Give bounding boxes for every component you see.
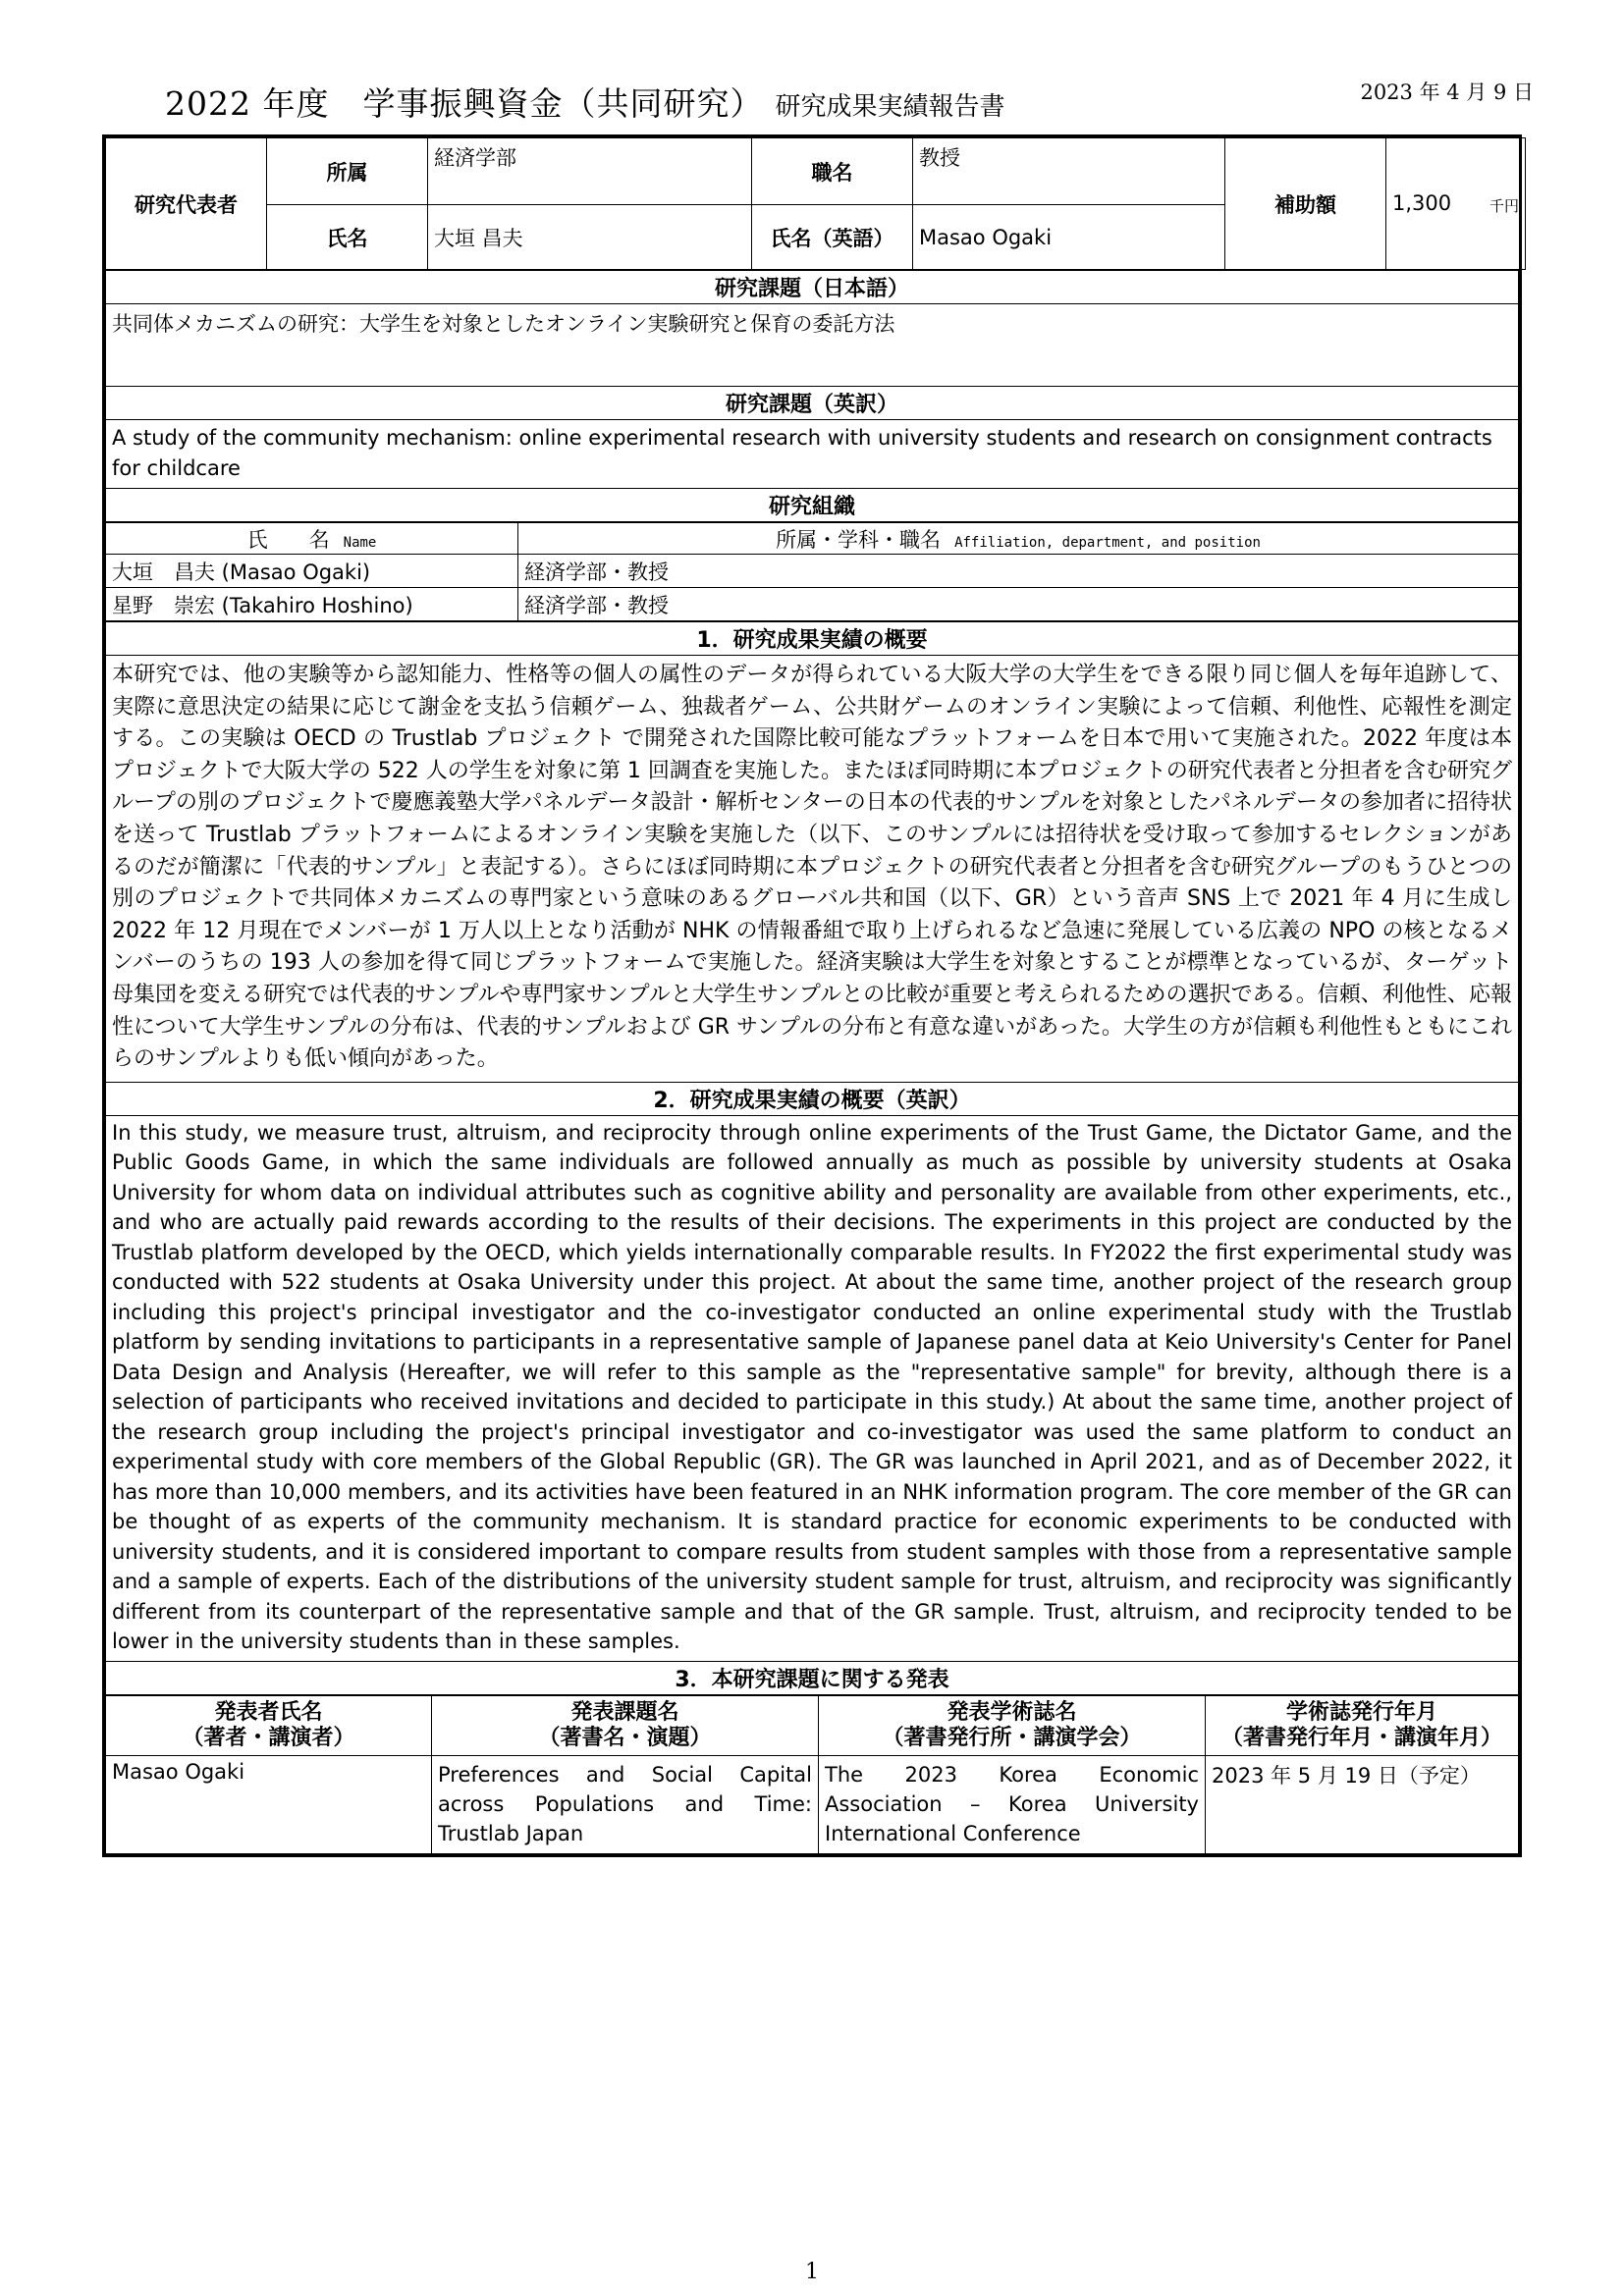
pub-col-date — [1206, 1695, 1519, 1755]
member-affiliation: 経済学部・教授 — [518, 588, 1519, 621]
table-row — [106, 555, 1519, 588]
org-col-name — [106, 523, 518, 555]
pub-title-line: across Populations and Time: — [438, 1791, 812, 1816]
name-en-label: 氏名（英語） — [752, 205, 913, 270]
pub-title-line: Trustlab Japan — [438, 1821, 584, 1845]
report-date: 2023 年 4 月 9 日 — [1360, 80, 1534, 104]
pub-col-title-a: 発表課題名 — [570, 1699, 679, 1725]
topic-en-heading: 研究課題（英訳） — [106, 387, 1519, 420]
org-col-affiliation-ja: 所属・学科・職名 — [776, 527, 942, 552]
representative-label: 研究代表者 — [106, 138, 267, 270]
title-sub: 研究成果実績報告書 — [775, 92, 1005, 122]
pub-col-date-b: （著書発行年月・講演年月） — [1220, 1725, 1502, 1750]
org-col-name-en: Name — [343, 534, 377, 551]
topic-en-text: A study of the community mechanism: online experimental research with university students and research on consignment contracts for childcare — [106, 420, 1519, 489]
grant-label: 補助額 — [1225, 138, 1386, 270]
pub-venue — [819, 1755, 1206, 1853]
document-title — [165, 79, 1005, 125]
publications-heading: 3．本研究課題に関する発表 — [106, 1661, 1519, 1694]
summary-en-heading: 2．研究成果実績の概要（英訳） — [106, 1082, 1519, 1115]
title-main: 2022 年度 学事振興資金（共同研究） — [165, 84, 764, 123]
pub-venue-line: Association – Korea University — [825, 1791, 1199, 1816]
pub-title — [432, 1755, 819, 1853]
org-col-name-ja: 氏 名 — [246, 527, 330, 552]
report-form — [102, 134, 1522, 1857]
topic-ja-heading: 研究課題（日本語） — [106, 271, 1519, 304]
pub-presenter: Masao Ogaki — [106, 1755, 432, 1853]
representative-table — [105, 137, 1526, 270]
name-value: 大垣 昌夫 — [428, 205, 752, 270]
organization-heading: 研究組織 — [106, 489, 1519, 522]
organization-table — [105, 522, 1519, 621]
member-affiliation: 経済学部・教授 — [518, 555, 1519, 588]
pub-col-presenter-b: （著者・講演者） — [182, 1725, 355, 1750]
pub-venue-line: International Conference — [825, 1821, 1081, 1845]
page-number: 1 — [805, 2260, 819, 2284]
pub-col-presenter-a: 発表者氏名 — [214, 1699, 323, 1725]
table-row — [106, 588, 1519, 621]
summary-ja-text: 本研究では、他の実験等から認知能力、性格等の個人の属性のデータが得られている大阪大学の大学生をできる限り同じ個人を毎年追跡して、実際に意思決定の結果に応じて謝金を支払う信頼ゲーム、独裁者ゲーム、公共財ゲームのオンライン実験によって信頼、利他性、応報性を測定する。この実験は OECD の Trustlab プロジェクト で開発された国際比較可能なプラットフォームを日本で用いて実施された。2022 年度は本プロジェクトで大阪大学の 522 人の学生を対象に第 1 回調査を実施した。またほぼ同時期に本プロジェクトの研究代表者と分担者を含む研究グループの別のプロジェクトで慶應義塾大学パネルデータ設計・解析センターの日本の代表的サンプルを対象としたパネルデータの参加者に招待状を送って Trustlab プラットフォームによるオンライン実験を実施した（以下、このサンプルには招待状を受け取って参加するセレクションがあるのだが簡潔に「代表的サンプル」と表記する）。さらにほぼ同時期に本プロジェクトの研究代表者と分担者を含む研究グループのもうひとつの別のプロジェクトで共同体メカニズムの専門家という意味のあるグローバル共和国（以下、GR）という音声 SNS 上で 2021 年 4 月に生成し 2022 年 12 月現在でメンバーが 1 万人以上となり活動が NHK の情報番組で取り上げられるなど急速に発展している広義の NPO の核となるメンバーのうちの 193 人の参加を得て同じプラットフォームで実施した。経済実験は大学生を対象とすることが標準となっているが、ターゲット母集団を変える研究では代表的サンプルや専門家サンプルと大学生サンプルとの比較が重要と考えられるための選択である。信頼、利他性、応報性について大学生サンプルの分布は、代表的サンプルおよび GR サンプルの分布と有意な違いがあった。大学生の方が信頼も利他性もともにこれらのサンプルよりも低い傾向があった。 — [106, 656, 1519, 1083]
pub-col-venue — [819, 1695, 1206, 1755]
pub-col-venue-b: （著書発行所・講演学会） — [882, 1725, 1142, 1750]
org-col-affiliation — [518, 523, 1519, 555]
position-value: 教授 — [913, 138, 1225, 205]
member-name: 大垣 昌夫 (Masao Ogaki) — [106, 555, 518, 588]
summary-ja-heading: 1．研究成果実績の概要 — [106, 622, 1519, 656]
member-name: 星野 崇宏 (Takahiro Hoshino) — [106, 588, 518, 621]
topic-ja-text: 共同体メカニズムの研究：大学生を対象としたオンライン実験研究と保育の委託方法 — [106, 304, 1519, 387]
org-col-affiliation-en: Affiliation, department, and position — [954, 534, 1261, 551]
name-label: 氏名 — [267, 205, 428, 270]
pub-title-line: Preferences and Social Capital — [438, 1762, 812, 1787]
grant-amount: 1,300 — [1392, 191, 1452, 215]
table-row — [106, 1755, 1519, 1853]
name-en-value: Masao Ogaki — [913, 205, 1225, 270]
summary-en-text: In this study, we measure trust, altruism, and reciprocity through online experiments of the Trust Game, the Dictator Game, and the Public Goods Game, in which the same individuals are followed annually as much as possible by university students at Osaka University for whom data on individual attributes such as cognitive ability and personality are available from other experiments, etc., and who are actually paid rewards according to the results of their decisions. The experiments in this project are conducted by the Trustlab platform developed by the OECD, which yields internationally comparable results. In FY2022 the first experimental study was conducted with 522 students at Osaka University under this project. At about the same time, another project of the research group including this project's principal investigator and the co-investigator conducted an online experimental study with the Trustlab platform by sending invitations to participants in a representative sample of Japanese panel data at Keio University's Center for Panel Data Design and Analysis (Hereafter, we will refer to this sample as the "representative sample" for brevity, although there is a selection of participants who received invitations and decided to participate in this study.) At about the same time, another project of the research group including the project's principal investigator and co-investigator was used the same platform to conduct an experimental study with core members of the Global Republic (GR). The GR was launched in April 2021, and as of December 2022, it has more than 10,000 members, and its activities have been featured in an NHK information program. The core member of the GR can be thought of as experts of the community mechanism. It is standard practice for economic experiments to be conducted with university students, and it is considered important to compare results from student samples with those from a representative sample and a sample of experts. Each of the distributions of the university student sample for trust, altruism, and reciprocity was significantly different from its counterpart of the representative sample and that of the GR sample. Trust, altruism, and reciprocity tended to be lower in the university students than in these samples. — [106, 1115, 1519, 1661]
pub-col-presenter — [106, 1695, 432, 1755]
position-label: 職名 — [752, 138, 913, 205]
summary-section — [105, 621, 1519, 1695]
affiliation-label: 所属 — [267, 138, 428, 205]
pub-col-title-b: （著書名・演題） — [538, 1725, 712, 1750]
pub-venue-line: The 2023 Korea Economic — [825, 1762, 1199, 1787]
grant-cell — [1386, 138, 1526, 270]
publications-table — [105, 1695, 1519, 1854]
pub-col-date-a: 学術誌発行年月 — [1285, 1699, 1437, 1725]
affiliation-value: 経済学部 — [428, 138, 752, 205]
pub-date: 2023 年 5 月 19 日（予定） — [1206, 1755, 1519, 1853]
pub-col-title — [432, 1695, 819, 1755]
grant-unit: 千円 — [1489, 197, 1519, 215]
pub-col-venue-a: 発表学術誌名 — [947, 1699, 1077, 1725]
topic-ja-section — [105, 270, 1519, 522]
